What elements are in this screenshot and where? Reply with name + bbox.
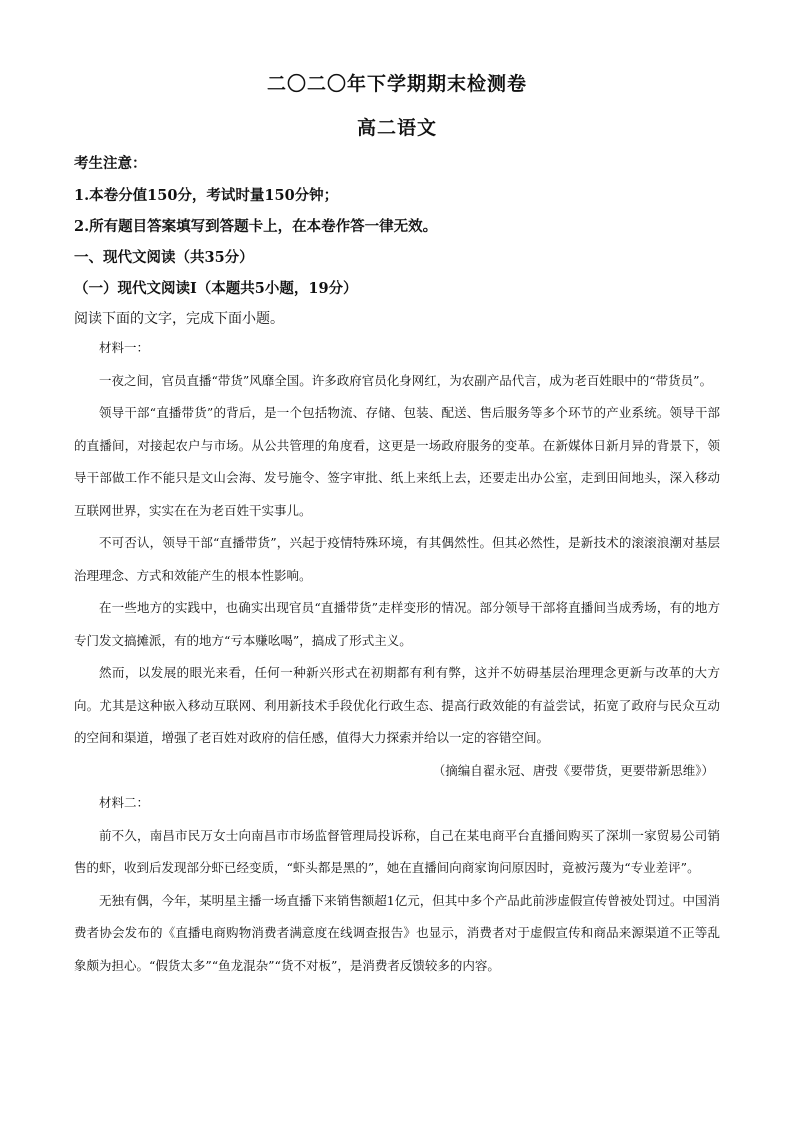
material-1-label: 材料一：: [99, 340, 150, 355]
section-heading: 一、现代文阅读（共35分）: [74, 249, 254, 266]
material-1-paragraph: 然而，以发展的眼光来看，任何一种新兴形式在初期都有利有弊，这并不妨碍基层治理理念更新与改革的大方向。尤其是这种嵌入移动互联网、利用新技术手段优化行政生态、提高行政效能的有益尝试，拓宽了政府与民众互动的空间和渠道，增强了老百姓对政府的信任感，值得大力探索并给以一定的容错空间。: [74, 665, 720, 745]
material-2-label: 材料二：: [99, 795, 150, 810]
section-sub-heading: （一）现代文阅读Ⅰ（本题共5小题，19分）: [74, 280, 358, 297]
notice-item-1: 1.本卷分值150分，考试时量150分钟；: [74, 187, 339, 204]
exam-title: 二〇二〇年下学期期末检测卷: [266, 73, 527, 95]
material-2-paragraph: 前不久，南昌市民万女士向南昌市市场监督管理局投诉称，自己在某电商平台直播间购买了深圳一家贸易公司销售的虾，收到后发现部分虾已经变质，“虾头都是黑的”，她在直播间向商家询问原因时，竟被污蔑为“专业差评”。: [74, 827, 720, 875]
notice-heading: 考生注意：: [74, 155, 147, 172]
material-1-paragraph: 不可否认，领导干部“直播带货”，兴起于疫情特殊环境，有其偶然性。但其必然性，是新技术的滚滚浪潮对基层治理理念、方式和效能产生的根本性影响。: [74, 535, 720, 583]
reading-passage: [74, 332, 720, 982]
material-1-citation: （摘编自翟永冠、唐弢《要带货，更要带新思维》）: [432, 762, 714, 778]
notice-item-2: 2.所有题目答案填写到答题卡上，在本卷作答一律无效。: [74, 218, 438, 235]
reading-instruction: 阅读下面的文字，完成下面小题。: [74, 311, 284, 327]
exam-subtitle: 高二语文: [356, 117, 437, 139]
material-1-paragraph: 在一些地方的实践中，也确实出现官员“直播带货”走样变形的情况。部分领导干部将直播间当成秀场，有的地方专门发文搞摊派，有的地方“亏本赚吆喝”，搞成了形式主义。: [74, 600, 720, 648]
material-1-paragraph: 一夜之间，官员直播“带货”风靡全国。许多政府官员化身网红，为农副产品代言，成为老百姓眼中的“带货员”。: [99, 372, 713, 388]
material-1-paragraph: 领导干部“直播带货”的背后，是一个包括物流、存储、包装、配送、售后服务等多个环节的产业系统。领导干部的直播间，对接起农户与市场。从公共管理的角度看，这更是一场政府服务的变革。在新媒体日新月异的背景下，领导干部做工作不能只是文山会海、发号施令、签字审批、纸上来纸上去，还要走出办公室，走到田间地头，深入移动互联网世界，实实在在为老百姓干实事儿。: [74, 405, 720, 518]
material-2-paragraph: 无独有偶，今年，某明星主播一场直播下来销售额超1亿元，但其中多个产品此前涉虚假宣传曾被处罚过。中国消费者协会发布的《直播电商购物消费者满意度在线调查报告》也显示，消费者对于虚假宣传和商品来源渠道不正等乱象颇为担心。“假货太多”“鱼龙混杂”“货不对板”，是消费者反馈较多的内容。: [74, 892, 720, 973]
